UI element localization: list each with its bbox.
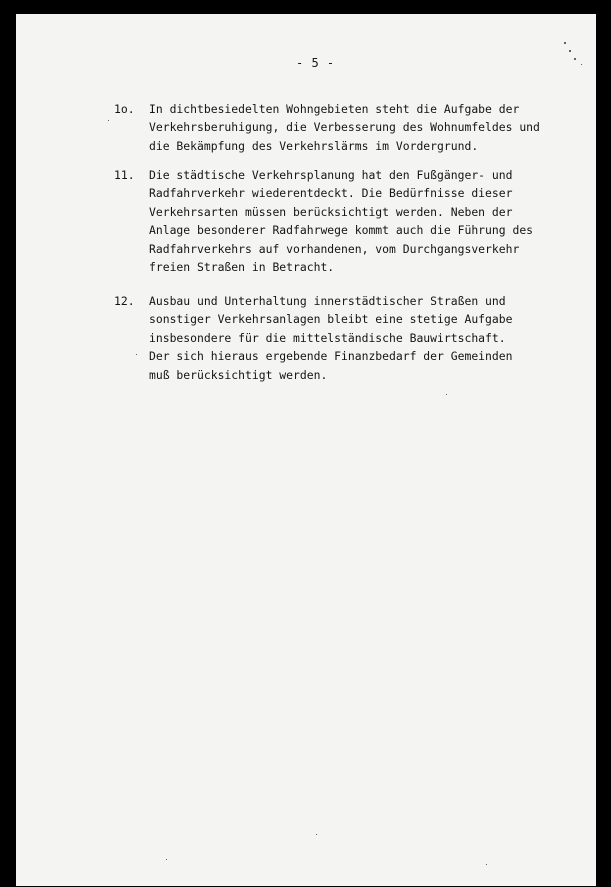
list-item [114,292,564,384]
scan-speck [446,394,447,395]
document-page [16,14,596,886]
item-text-line: Die städtische Verkehrsplanung hat den Fußgänger- und [149,168,513,182]
scan-speck [574,58,576,60]
item-number: 12. [114,294,135,308]
list-item [114,100,564,155]
item-text-line: Der sich hieraus ergebende Finanzbedarf der Gemeinden [149,349,513,364]
item-text-line: die Bekämpfung des Verkehrslärms im Vordergrund. [149,138,479,153]
item-text-line: insbesondere für die mittelständische Bauwirtschaft. [149,330,506,345]
item-text-line: Radfahrverkehrs auf vorhandenen, vom Durchgangsverkehr [149,241,520,256]
scan-speck [569,50,571,52]
item-text-line: In dichtbesiedelten Wohngebieten steht die Aufgabe der [149,102,520,116]
item-text-line: sonstiger Verkehrsanlagen bleibt eine stetige Aufgabe [149,312,513,327]
scan-speck [136,354,137,355]
item-text-line: freien Straßen in Betracht. [149,260,335,275]
page-number: - 5 - [296,56,335,70]
scan-speck [108,120,109,121]
item-text-line: Ausbau und Unterhaltung innerstädtischer Straßen und [149,294,506,308]
item-text-line: muß berücksichtigt werden. [149,367,328,382]
item-number: 1o. [114,102,135,116]
scan-speck [166,859,167,860]
scan-speck [581,64,582,65]
item-text-line: Verkehrsarten müssen berücksichtigt werden. Neben der [149,204,513,219]
item-text-line: Anlage besonderer Radfahrwege kommt auch die Führung des [149,223,534,238]
item-text-line: Verkehrsberuhigung, die Verbesserung des Wohnumfeldes und [149,120,540,135]
scan-speck [486,864,487,865]
item-text-line: Radfahrverkehr wiederentdeckt. Die Bedürfnisse dieser [149,186,513,201]
scan-speck [564,42,566,44]
scan-speck [316,834,317,835]
item-number: 11. [114,168,135,182]
list-item [114,166,564,276]
